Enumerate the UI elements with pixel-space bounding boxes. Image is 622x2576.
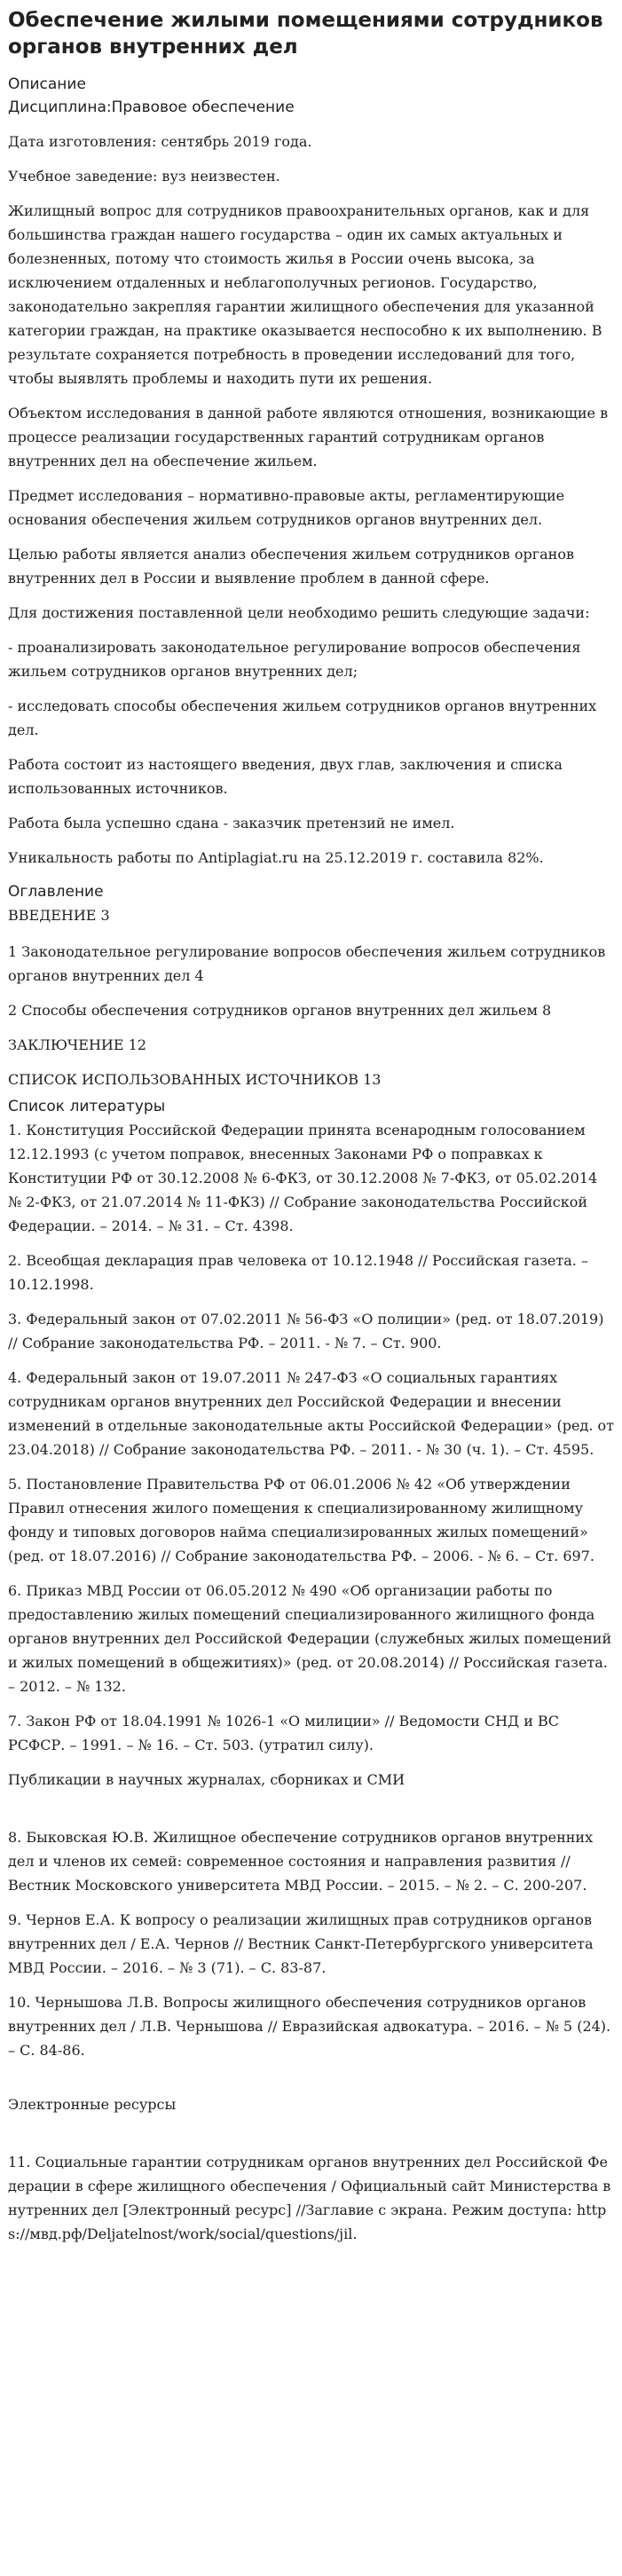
reference-item: 3. Федеральный закон от 07.02.2011 № 56-ФЗ «О полиции» (ред. от 18.07.2019) // Собрание законодательства РФ. – 2011. - № 7. – Ст. 900.: [8, 1311, 604, 1351]
reference-item: 8. Быковская Ю.В. Жилищное обеспечение сотрудников органов внутренних дел и членов их семей: современное состояния и направления развития // Вестник Московского университета МВД России. – 2015. – № 2. – С. 200-207.: [8, 1829, 594, 1894]
reference-list-publications: [8, 1825, 614, 2062]
paragraph: Предмет исследования – нормативно-правовые акты, регламентирующие основания обеспечения жильем сотрудников органов внутренних дел.: [8, 487, 565, 528]
date-text: Дата изготовления: сентябрь 2019 года.: [8, 133, 312, 150]
reference-list: [8, 1118, 614, 1757]
paragraph: Для достижения поставленной цели необходимо решить следующие задачи:: [8, 604, 590, 621]
table-of-contents: [8, 903, 614, 1091]
reference-item: 1. Конституция Российской Федерации принята всенародным голосованием 12.12.1993 (с учетом поправок, внесенных Законами РФ о поправках к Конституции РФ от 30.12.2008 № 6-ФКЗ, от 30.12.2008 № 7-ФКЗ, от 05.02.2014 № 2-ФКЗ, от 21.07.2014 № 11-ФКЗ) // Собрание законодательства Российской Федерации. – 2014. – № 31. – Ст. 4398.: [8, 1122, 598, 1234]
reference-item: 4. Федеральный закон от 19.07.2011 № 247-ФЗ «О социальных гарантиях сотрудникам органов внутренних дел Российской Федерации и внесении изменений в отдельные законодательные акты Российской Федерации» (ред. от 23.04.2018) // Собрание законодательства РФ. – 2011. - № 30 (ч. 1). – Ст. 4595.: [8, 1369, 614, 1458]
uniqueness-link[interactable]: Уникальность работы по Antiplagiat.ru на 25.12.2019 г. составила 82%.: [8, 849, 544, 866]
refs-label: Список литературы: [8, 1098, 166, 1115]
reference-list-electronic: [8, 2150, 614, 2246]
reference-item: 11. Социальные гарантии сотрудникам органов внутренних дел Российской Федерации в сфере жилищного обеспечения / Официальный сайт Министерства внутренних дел [Электронный ресурс] //Заглавие с экрана. Режим доступа: https://мвд.рф/Deljatelnost/work/social/questions/jil.: [8, 2154, 611, 2242]
toc-label: Оглавление: [8, 883, 104, 901]
page-title: Обеспечение жилыми помещениями сотрудников органов внутренних дел: [8, 9, 603, 59]
spacer: [8, 2073, 614, 2092]
paragraph: Объектом исследования в данной работе являются отношения, возникающие в процессе реализации государственных гарантий сотрудникам органов внутренних дел на обеспечение жильем.: [8, 405, 609, 469]
paragraph: - исследовать способы обеспечения жильем сотрудников органов внутренних дел.: [8, 697, 597, 738]
reference-item: 10. Чернышова Л.В. Вопросы жилищного обеспечения сотрудников органов внутренних дел / Л.В. Чернышова // Евразийская адвокатура. – 2016. – № 5 (24). – С. 84-86.: [8, 1994, 611, 2059]
spacer: [8, 2127, 614, 2150]
paragraph: Работа состоит из настоящего введения, двух глав, заключения и списка использованных источников.: [8, 756, 563, 797]
institution-text: Учебное заведение: вуз неизвестен.: [8, 168, 280, 185]
uniqueness-text: [8, 846, 614, 870]
paragraph: - проанализировать законодательное регулирование вопросов обеспечения жильем сотрудников органов внутренних дел;: [8, 639, 581, 680]
toc-item: ВВЕДЕНИЕ 3: [8, 907, 110, 924]
paragraph: Работа была успешно сдана - заказчик претензий не имел.: [8, 815, 455, 831]
toc-item: СПИСОК ИСПОЛЬЗОВАННЫХ ИСТОЧНИКОВ 13: [8, 1071, 382, 1088]
reference-item: 9. Чернов Е.А. К вопросу о реализации жилищных прав сотрудников органов внутренних дел / Е.А. Чернов // Вестник Санкт-Петербургского университета МВД России. – 2016. – № 3 (71). – С. 83-87.: [8, 1911, 594, 1976]
electronic-resources-label: Электронные ресурсы: [8, 2096, 177, 2113]
publications-label: Публикации в научных журналах, сборниках и СМИ: [8, 1771, 405, 1788]
description-label: Описание: [8, 75, 86, 93]
discipline-text: Дисциплина:Правовое обеспечение: [8, 98, 295, 116]
reference-item: 6. Приказ МВД России от 06.05.2012 № 490 «Об организации работы по предоставлению жилых помещений специализированного жилищного фонда органов внутренних дел Российской Федерации (служебных жилых помещений и жилых помещений в общежитиях)» (ред. от 20.08.2014) // Российская газета. – 2012. – № 132.: [8, 1582, 612, 1695]
reference-item: 7. Закон РФ от 18.04.1991 № 1026-1 «О милиции» // Ведомости СНД и ВС РСФСР. – 1991. – № 16. – Ст. 503. (утратил силу).: [8, 1713, 559, 1753]
paragraph: Целью работы является анализ обеспечения жильем сотрудников органов внутренних дел в России и выявление проблем в данной сфере.: [8, 546, 574, 587]
toc-item: 2 Способы обеспечения сотрудников органов внутренних дел жильем 8: [8, 1002, 552, 1019]
reference-item: 2. Всеобщая декларация прав человека от 10.12.1948 // Российская газета. – 10.12.1998.: [8, 1252, 588, 1293]
reference-item: 5. Постановление Правительства РФ от 06.01.2006 № 42 «Об утверждении Правил отнесения жилого помещения к специализированному жилищному фонду и типовых договоров найма специализированных жилых помещений» (ред. от 18.07.2016) // Собрание законодательства РФ. – 2006. - № 6. – Ст. 697.: [8, 1476, 594, 1564]
toc-item: 1 Законодательное регулирование вопросов обеспечения жильем сотрудников органов внутренних дел 4: [8, 943, 606, 984]
spacer: [8, 1802, 614, 1825]
paragraph: Жилищный вопрос для сотрудников правоохранительных органов, как и для большинства граждан нашего государства – один их самых актуальных и болезненных, потому что стоимость жилья в России очень высока, за исключением отдаленных и неблагополучных регионов. Государство, законодательно закрепляя гарантии жилищного обеспечения для указанной категории граждан, на практике оказывается неспособно к их выполнению. В результате сохраняется потребность в проведении исследований для того, чтобы выявлять проблемы и находить пути их решения.: [8, 202, 602, 387]
toc-item: ЗАКЛЮЧЕНИЕ 12: [8, 1036, 146, 1053]
